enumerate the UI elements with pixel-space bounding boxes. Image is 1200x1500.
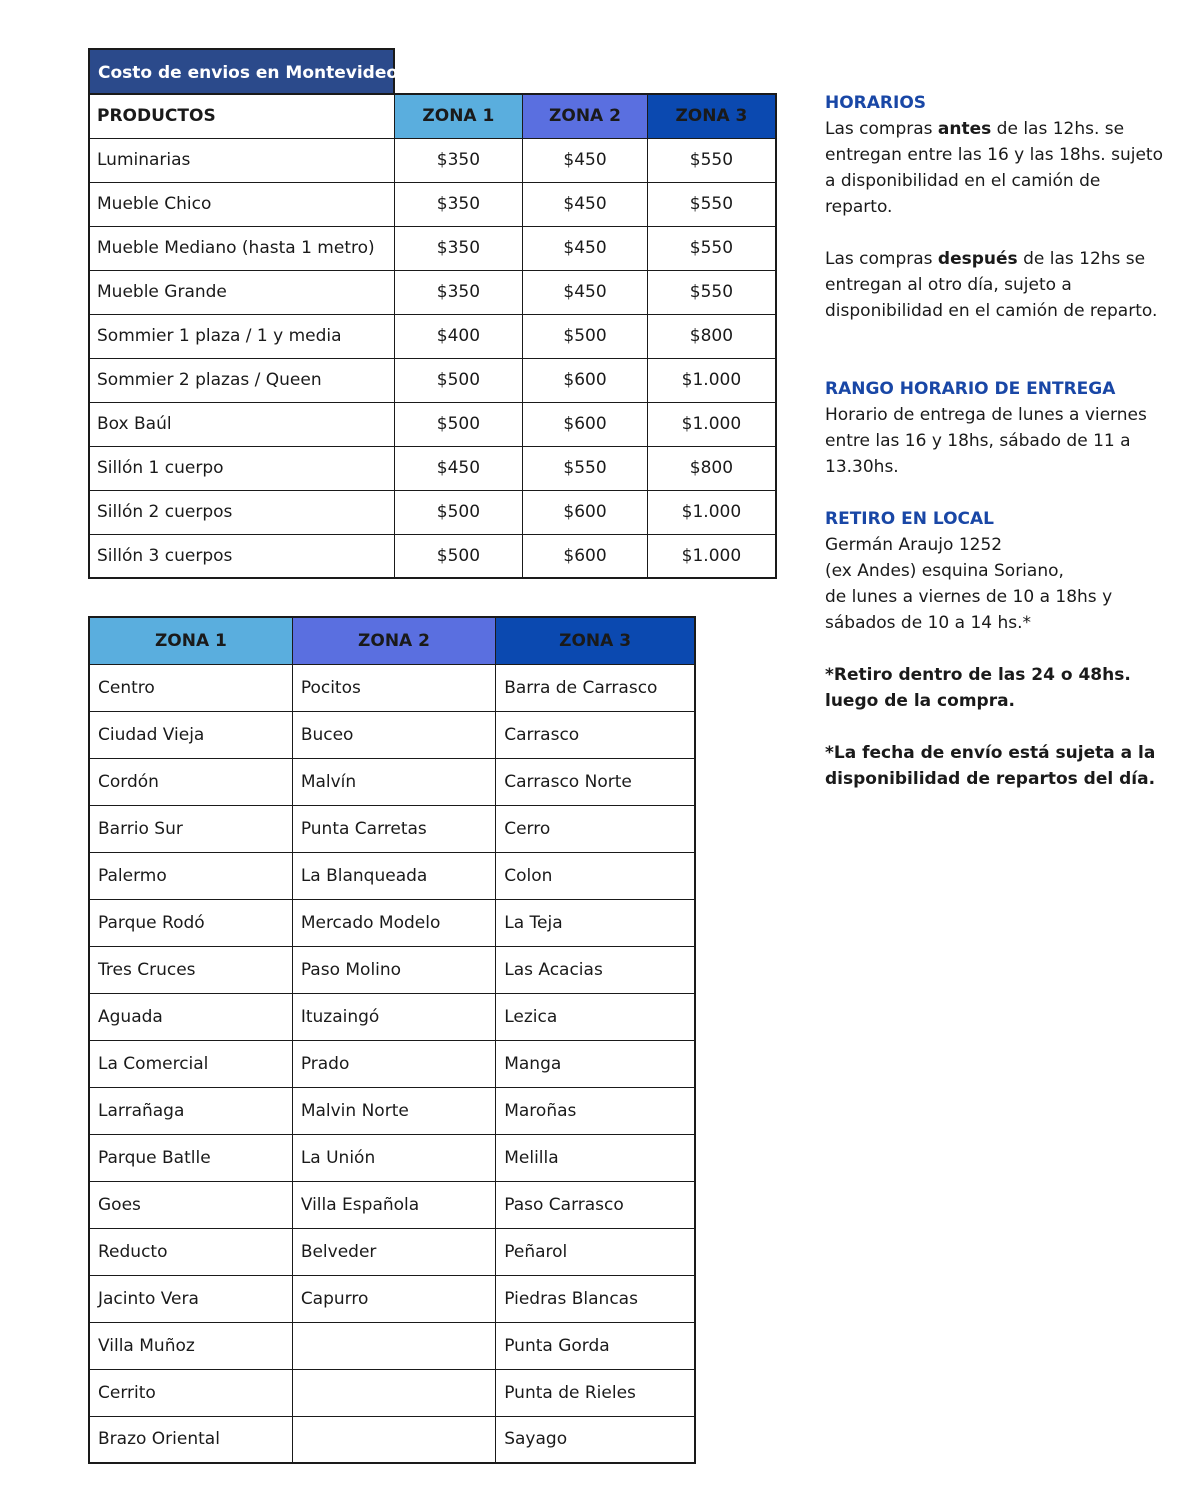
table-row [89,226,776,270]
neighborhood-cell: Capurro [292,1275,495,1322]
neighborhood-cell: Punta Carretas [292,805,495,852]
price-cell: $1.000 [647,490,776,534]
neighborhood-cell: Centro [89,664,292,711]
table-row [89,446,776,490]
neighborhood-cell: Tres Cruces [89,946,292,993]
zones-table [88,616,696,1464]
table-row [89,182,776,226]
table-row [89,534,776,578]
note-fecha-envio: *La fecha de envío está sujeta a la disponibilidad de repartos del día. [825,743,1156,789]
neighborhood-cell: La Blanqueada [292,852,495,899]
neighborhood-cell: Parque Batlle [89,1134,292,1181]
neighborhood-cell: Paso Molino [292,946,495,993]
neighborhood-cell: Ituzaingó [292,993,495,1040]
header-zona-3: ZONA 3 [647,94,776,138]
price-cell: $1.000 [647,402,776,446]
product-name-cell: Sillón 3 cuerpos [89,534,394,578]
zones-header-row [89,617,695,664]
price-cell: $800 [647,446,776,490]
price-cell: $1.000 [647,534,776,578]
table-row [89,402,776,446]
neighborhood-cell: Carrasco [496,711,695,758]
neighborhood-cell: Punta de Rieles [496,1369,695,1416]
horarios-paragraph-2: Las compras después de las 12hs se entregan al otro día, sujeto a disponibilidad en el camión de reparto. [825,249,1158,321]
table-row [89,993,695,1040]
table-row [89,711,695,758]
table-row [89,270,776,314]
horarios-paragraph-1: Las compras antes de las 12hs. se entregan entre las 16 y las 18hs. sujeto a disponibilidad en el camión de reparto. [825,119,1163,217]
product-name-cell: Sillón 2 cuerpos [89,490,394,534]
product-name-cell: Mueble Grande [89,270,394,314]
price-cell: $500 [394,358,523,402]
price-cell: $450 [523,270,648,314]
neighborhood-cell: Parque Rodó [89,899,292,946]
neighborhood-cell: Ciudad Vieja [89,711,292,758]
price-cell: $550 [523,446,648,490]
price-cell: $1.000 [647,358,776,402]
price-cell: $500 [523,314,648,358]
retiro-heading: RETIRO EN LOCAL [825,509,994,529]
zones-header-zona-2: ZONA 2 [292,617,495,664]
price-cell: $550 [647,270,776,314]
neighborhood-cell: Cerro [496,805,695,852]
product-name-cell: Sommier 1 plaza / 1 y media [89,314,394,358]
retiro-hours: de lunes a viernes de 10 a 18hs y sábados de 10 a 14 hs.* [825,587,1113,633]
neighborhood-cell: Villa Muñoz [89,1322,292,1369]
table-row [89,805,695,852]
price-cell: $450 [523,226,648,270]
price-cell: $550 [647,182,776,226]
note-retiro: *Retiro dentro de las 24 o 48hs. luego de la compra. [825,665,1131,711]
zones-header-zona-1: ZONA 1 [89,617,292,664]
table-row [89,899,695,946]
neighborhood-cell: La Teja [496,899,695,946]
neighborhood-cell: Palermo [89,852,292,899]
price-cell: $450 [394,446,523,490]
neighborhood-cell: Belveder [292,1228,495,1275]
price-cell: $600 [523,402,648,446]
neighborhood-cell: Carrasco Norte [496,758,695,805]
table-row [89,1134,695,1181]
neighborhood-cell: Sayago [496,1416,695,1463]
neighborhood-cell: Malvin Norte [292,1087,495,1134]
neighborhood-cell: La Unión [292,1134,495,1181]
neighborhood-cell: Paso Carrasco [496,1181,695,1228]
zones-header-zona-3: ZONA 3 [496,617,695,664]
neighborhood-cell: Piedras Blancas [496,1275,695,1322]
prices-header-row [89,94,776,138]
table-row [89,1087,695,1134]
table-row [89,1369,695,1416]
neighborhood-cell: Reducto [89,1228,292,1275]
price-cell: $600 [523,358,648,402]
table-row [89,1181,695,1228]
table-row [89,1275,695,1322]
neighborhood-cell: Cerrito [89,1369,292,1416]
header-productos: PRODUCTOS [89,94,394,138]
neighborhood-cell [292,1369,495,1416]
rango-text: Horario de entrega de lunes a viernes entre las 16 y 18hs, sábado de 11 a 13.30hs. [825,405,1147,477]
neighborhood-cell: Melilla [496,1134,695,1181]
price-cell: $500 [394,490,523,534]
neighborhood-cell: Malvín [292,758,495,805]
neighborhood-cell [292,1322,495,1369]
retiro-address-detail: (ex Andes) esquina Soriano, [825,561,1064,581]
price-cell: $350 [394,138,523,182]
product-name-cell: Mueble Chico [89,182,394,226]
neighborhood-cell: Aguada [89,993,292,1040]
table-row [89,852,695,899]
product-name-cell: Box Baúl [89,402,394,446]
neighborhood-cell: Villa Española [292,1181,495,1228]
neighborhood-cell: Barrio Sur [89,805,292,852]
table-row [89,138,776,182]
neighborhood-cell: Prado [292,1040,495,1087]
price-cell: $600 [523,534,648,578]
rango-heading: RANGO HORARIO DE ENTREGA [825,379,1116,399]
neighborhood-cell: Jacinto Vera [89,1275,292,1322]
neighborhood-cell: Maroñas [496,1087,695,1134]
neighborhood-cell: Brazo Oriental [89,1416,292,1463]
rango-section [825,376,1165,480]
table-row [89,1040,695,1087]
table-row [89,1322,695,1369]
neighborhood-cell: Mercado Modelo [292,899,495,946]
retiro-section [825,506,1165,636]
neighborhood-cell [292,1416,495,1463]
horarios-heading: HORARIOS [825,93,927,113]
table-row [89,490,776,534]
retiro-address: Germán Araujo 1252 [825,535,1003,555]
price-cell: $350 [394,182,523,226]
page-title: Costo de envios en Montevideo [88,48,395,94]
neighborhood-cell: Goes [89,1181,292,1228]
header-zona-1: ZONA 1 [394,94,523,138]
product-name-cell: Luminarias [89,138,394,182]
table-row [89,314,776,358]
horarios-section [825,90,1165,324]
table-row [89,664,695,711]
neighborhood-cell: La Comercial [89,1040,292,1087]
table-row [89,946,695,993]
price-cell: $500 [394,534,523,578]
product-name-cell: Sommier 2 plazas / Queen [89,358,394,402]
neighborhood-cell: Cordón [89,758,292,805]
price-cell: $350 [394,226,523,270]
neighborhood-cell: Larrañaga [89,1087,292,1134]
prices-table [88,93,777,579]
header-zona-2: ZONA 2 [523,94,648,138]
table-row [89,758,695,805]
neighborhood-cell: Barra de Carrasco [496,664,695,711]
product-name-cell: Mueble Mediano (hasta 1 metro) [89,226,394,270]
price-cell: $400 [394,314,523,358]
neighborhood-cell: Punta Gorda [496,1322,695,1369]
neighborhood-cell: Buceo [292,711,495,758]
neighborhood-cell: Manga [496,1040,695,1087]
neighborhood-cell: Lezica [496,993,695,1040]
product-name-cell: Sillón 1 cuerpo [89,446,394,490]
neighborhood-cell: Colon [496,852,695,899]
price-cell: $600 [523,490,648,534]
price-cell: $550 [647,226,776,270]
table-row [89,1228,695,1275]
price-cell: $800 [647,314,776,358]
price-cell: $550 [647,138,776,182]
price-cell: $500 [394,402,523,446]
price-cell: $350 [394,270,523,314]
neighborhood-cell: Peñarol [496,1228,695,1275]
price-cell: $450 [523,182,648,226]
neighborhood-cell: Pocitos [292,664,495,711]
neighborhood-cell: Las Acacias [496,946,695,993]
table-row [89,358,776,402]
table-row [89,1416,695,1463]
price-cell: $450 [523,138,648,182]
